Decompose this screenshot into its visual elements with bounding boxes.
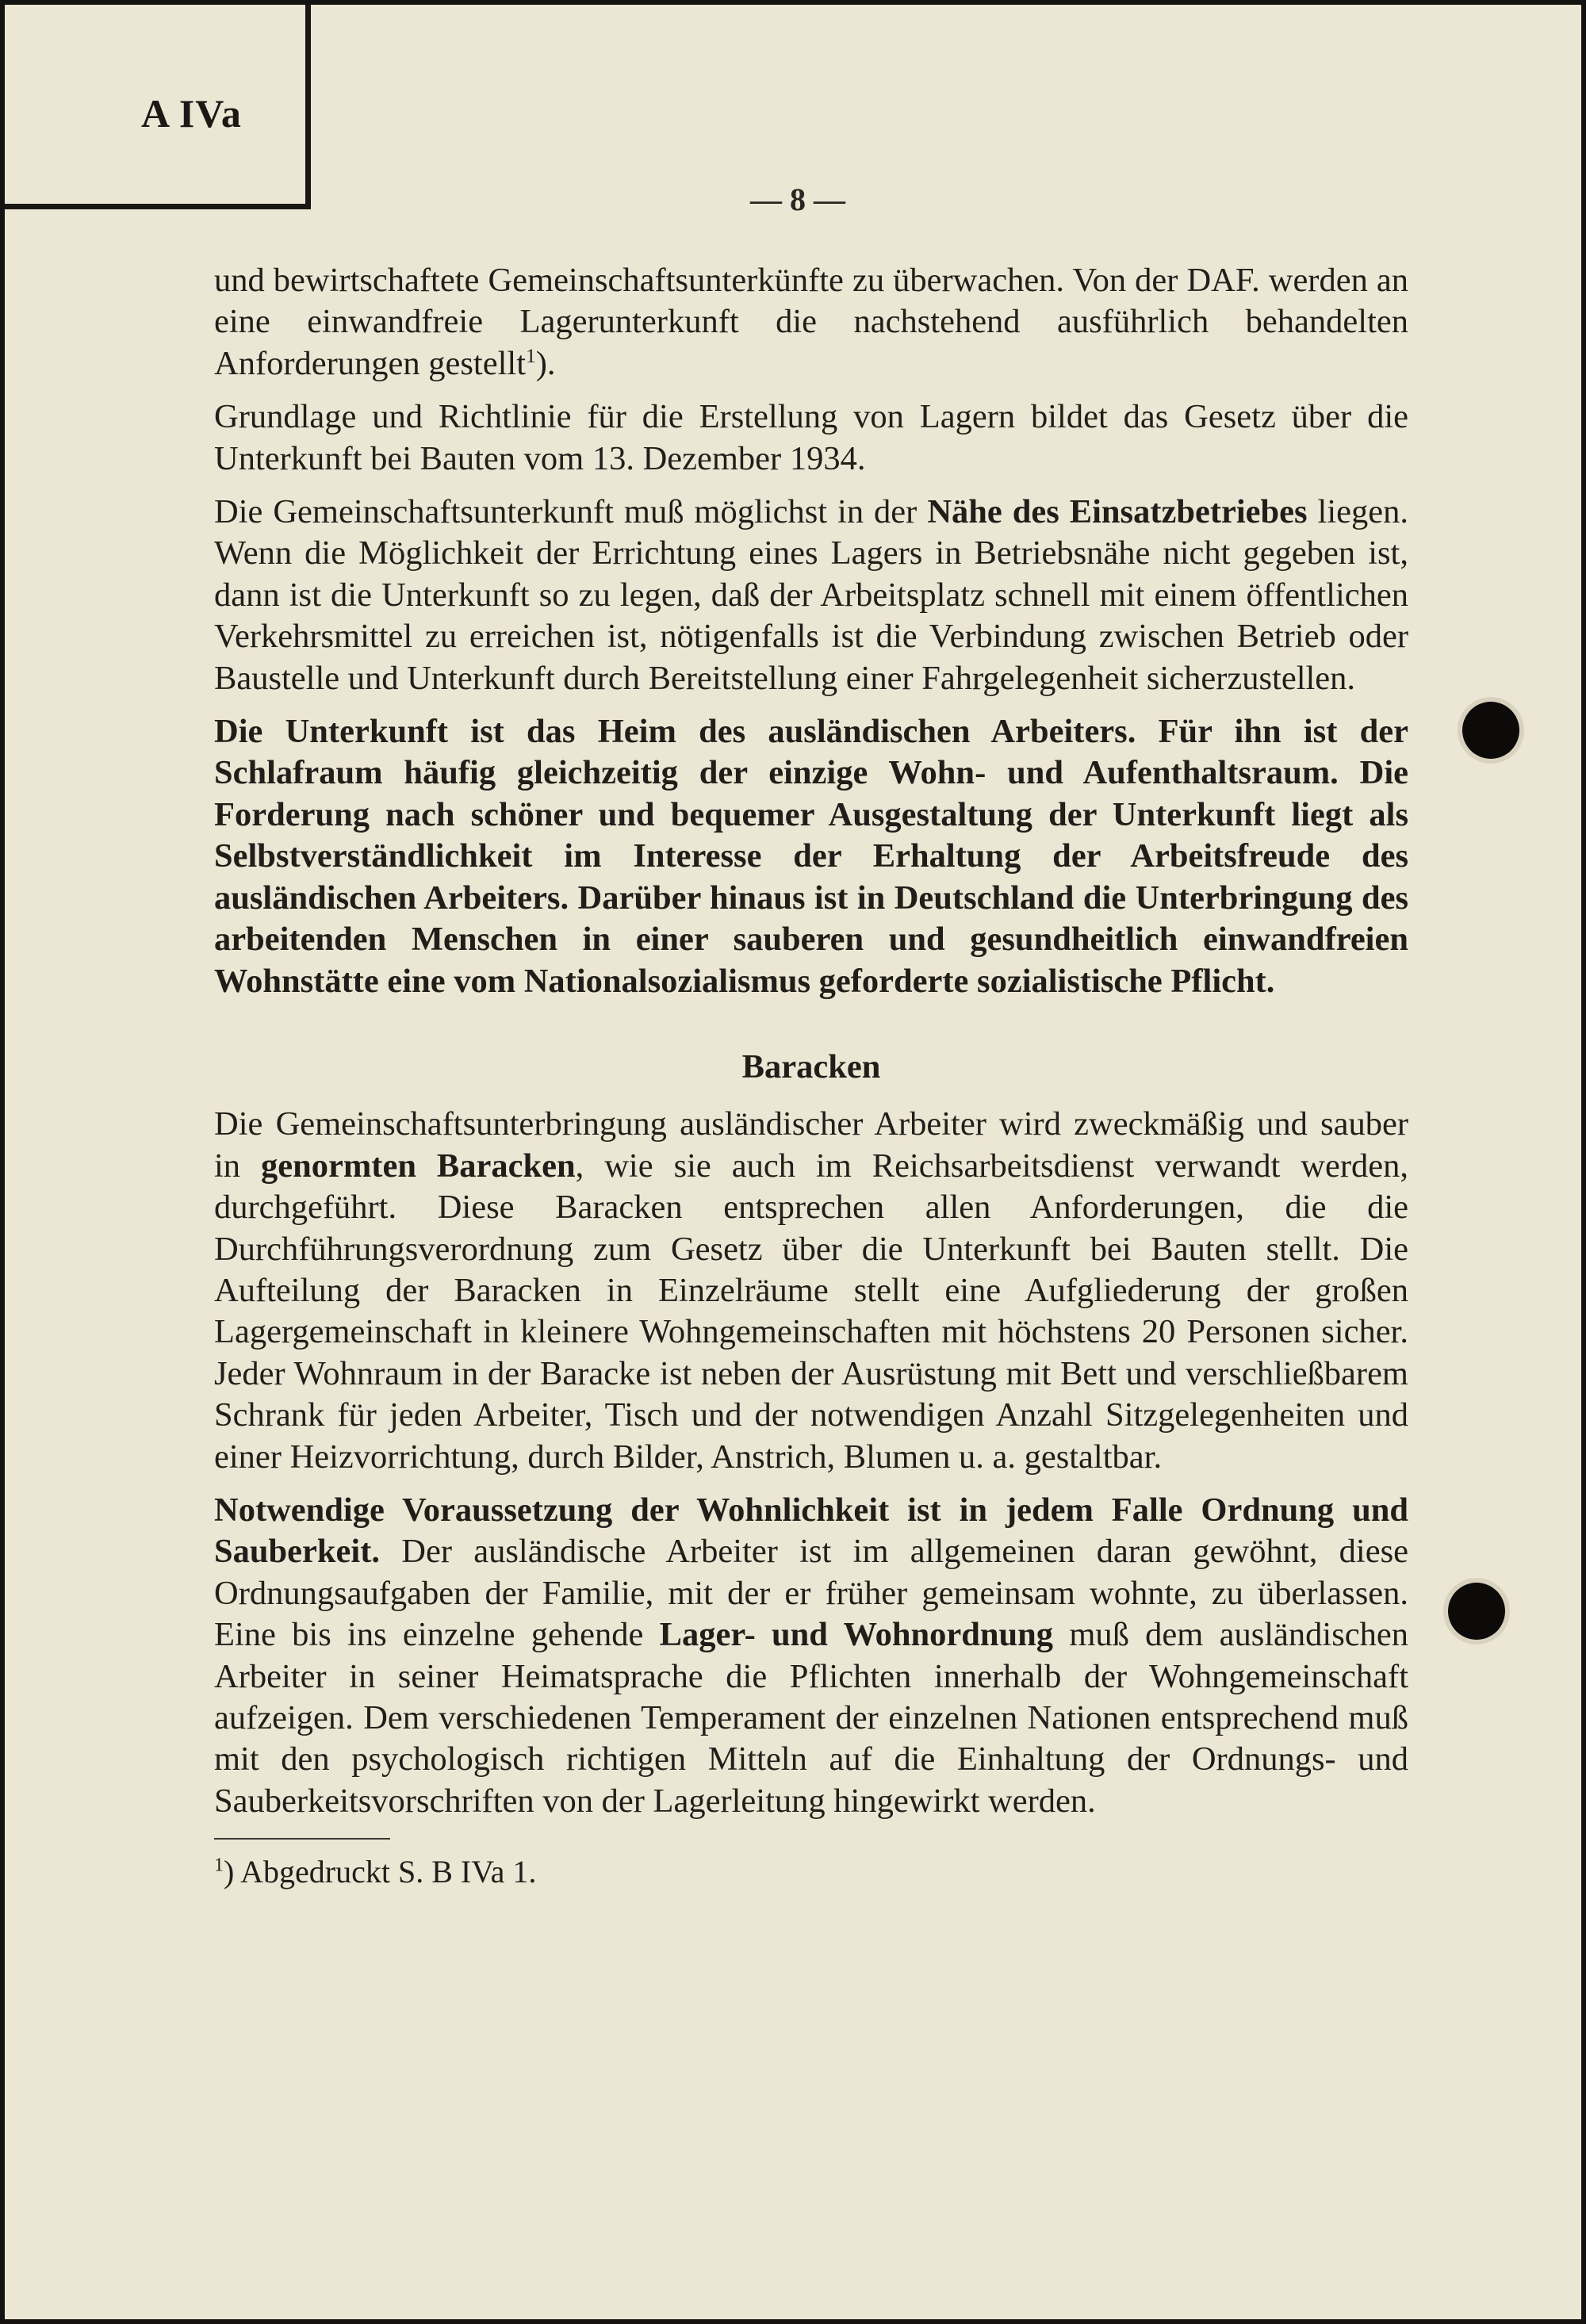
paragraph-4-bold: Die Unterkunft ist das Heim des ausländischen Arbeiters. Für ihn ist der Schlafraum häufig gleichzeitig der einzige Wohn- und Aufenthaltsraum. Die Forderung nach schöner und bequemer Ausgestaltung der Unterkunft liegt als Selbstverständlichkeit im Interesse der Erhaltung der Arbeitsfreude des ausländischen Arbeiters. Darüber hinaus ist in Deutschland die Unterbringung des arbeitenden Menschen in einer sauberen und gesundheitlich einwandfreien Wohnstätte eine vom Nationalsozialismus geforderte sozialistische Pflicht.: [214, 713, 1408, 1000]
paragraph-1-end: ).: [535, 344, 556, 382]
footnote-text: ) Abgedruckt S. B IVa 1.: [224, 1854, 537, 1890]
paragraph-6: [214, 1490, 1408, 1822]
body-text: [214, 260, 1408, 1892]
paragraph-6-mid: Der ausländische Arbeiter ist im allgemeinen daran gewöhnt, diese Ordnungsaufgaben der Familie, mit der er früher gemeinsam wohnte, zu überlassen. Eine bis ins einzelne gehende: [214, 1533, 1408, 1654]
paragraph-3: [214, 492, 1408, 699]
footnote-divider: [214, 1838, 390, 1840]
page-number: — 8 —: [750, 182, 845, 217]
paragraph-2: Grundlage und Richtlinie für die Erstellung von Lagern bildet das Gesetz über die Unterkunft bei Bauten vom 13. Dezember 1934.: [214, 398, 1408, 477]
paragraph-5-bold: genormten Baracken: [261, 1147, 576, 1185]
section-tag: A IVa: [141, 91, 242, 136]
paragraph-6-bold-1: Notwendige Voraussetzung der Wohnlichkeit ist in jedem Falle Ordnung und Sauberkeit.: [214, 1491, 1408, 1571]
footnote-marker: 1: [214, 1855, 224, 1876]
paragraph-6-after: muß dem ausländischen Arbeiter in seiner Heimatsprache die Pflichten innerhalb der Wohngemeinschaft aufzeigen. Dem verschiedenen Temperament der einzelnen Nationen entsprechend muß mit den psychologisch richtigen Mitteln auf die Einhaltung der Ordnungs- und Sauberkeitsvorschriften von der Lagerleitung hingewirkt werden.: [214, 1616, 1408, 1820]
punch-hole-bottom: [1448, 1583, 1505, 1640]
paragraph-1: [214, 260, 1408, 385]
paragraph-5-before: Die Gemeinschaftsunterbringung ausländischer Arbeiter wird zweckmäßig und sauber in: [214, 1105, 1408, 1185]
paragraph-6-bold-2: Lager- und Wohnordnung: [659, 1616, 1054, 1654]
paragraph-1-text: und bewirtschaftete Gemeinschaftsunterkünfte zu überwachen. Von der DAF. werden an eine einwandfreie Lagerunterkunft die nachstehend ausführlich behandelten Anforderungen gestellt: [214, 262, 1408, 382]
paragraph-3-before: Die Gemeinschaftsunterkunft muß möglichst in der: [214, 493, 928, 531]
footnote: [214, 1852, 1408, 1892]
paragraph-5-after: , wie sie auch im Reichsarbeitsdienst verwandt werden, durchgeführt. Diese Baracken entsprechen allen Anforderungen, die die Durchführungsverordnung zum Gesetz über die Unterkunft bei Bauten stellt. Die Aufteilung der Baracken in Einzelräume stellt eine Aufgliederung der großen Lagergemeinschaft in kleinere Wohngemeinschaften mit höchstens 20 Personen sicher. Jeder Wohnraum in der Baracke ist neben der Ausrüstung mit Bett und verschließbarem Schrank für jeden Arbeiter, Tisch und der notwendigen Anzahl Sitzgelegenheiten und einer Heizvorrichtung, durch Bilder, Anstrich, Blumen u. a. gestaltbar.: [214, 1147, 1409, 1476]
paragraph-4: [214, 711, 1408, 1002]
paragraph-5: [214, 1104, 1408, 1478]
section-heading: Baracken: [741, 1047, 881, 1085]
punch-hole-top: [1462, 702, 1519, 759]
paragraph-3-bold: Nähe des Einsatzbetriebes: [927, 493, 1308, 531]
footnote-ref[interactable]: 1: [526, 343, 536, 367]
paragraph-3-after: liegen. Wenn die Möglichkeit der Errichtung eines Lagers in Betriebsnähe nicht gegeben ist, dann ist die Unterkunft so zu legen, daß der Arbeitsplatz schnell mit einem öffentlichen Verkehrsmittel zu erreichen ist, nötigenfalls ist die Verbindung zwischen Betrieb oder Baustelle und Unterkunft durch Bereitstellung einer Fahrgelegenheit sicherzustellen.: [214, 493, 1409, 697]
